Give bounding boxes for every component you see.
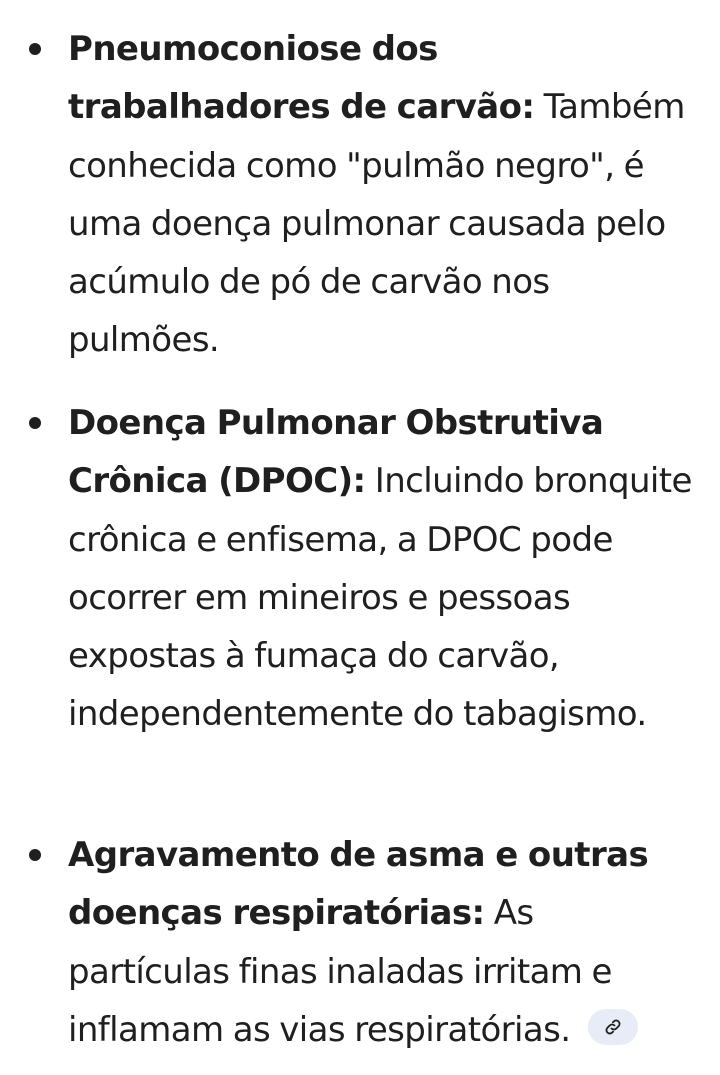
list-item-text xyxy=(68,20,698,370)
bullet-dot xyxy=(29,417,41,429)
list-item-description: Incluindo bronquite crônica e enfisema, a DPOC pode ocorrer em mineiros e pessoas expostas à fumaça do carvão, independentemente do tabagismo. xyxy=(68,461,692,735)
list-item-term: Agravamento de asma e outras doenças respiratórias: xyxy=(68,835,649,934)
source-link-button[interactable] xyxy=(588,1009,638,1045)
list-item-term: Doença Pulmonar Obstrutiva Crônica (DPOC): xyxy=(68,403,604,502)
list-item-text xyxy=(68,394,698,744)
bullet-dot xyxy=(29,849,41,861)
list-item-description: As partículas finas inaladas irritam e inflamam as vias respiratórias. xyxy=(68,893,612,1050)
list-item-term: Pneumoconiose dos trabalhadores de carvão: xyxy=(68,29,535,128)
list-item-text xyxy=(68,826,698,1059)
bullet-dot xyxy=(29,43,41,55)
list-item-description: Também conhecida como "pulmão negro", é uma doença pulmonar causada pelo acúmulo de pó de carvão nos pulmões. xyxy=(68,87,685,361)
link-icon xyxy=(604,1018,622,1036)
